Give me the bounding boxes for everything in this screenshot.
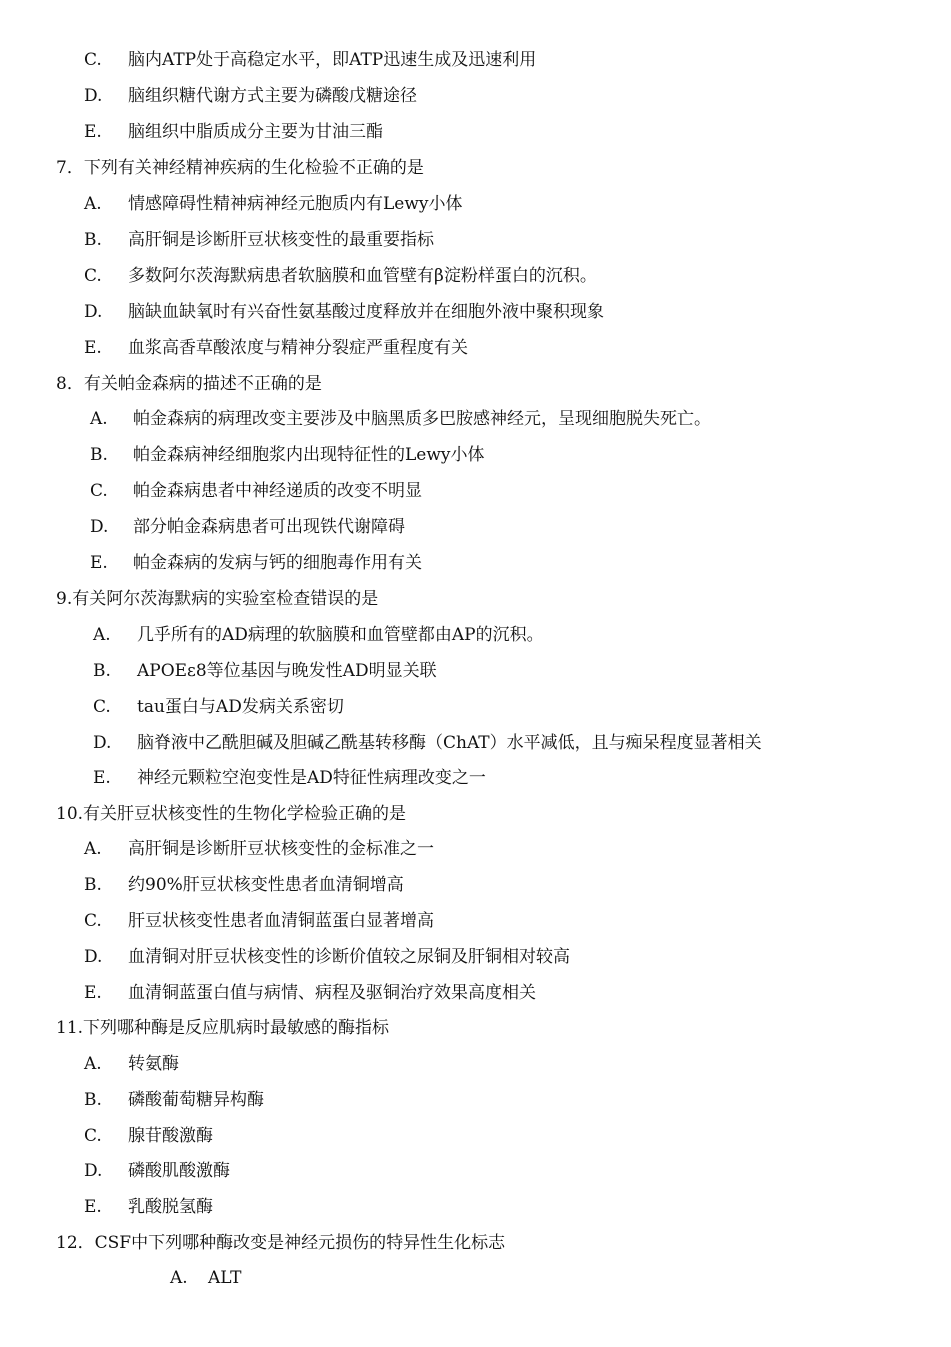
option-d: [84, 85, 417, 107]
option-a: [90, 408, 711, 430]
option-letter: B.: [90, 445, 108, 465]
option-letter: D.: [84, 86, 103, 106]
option-d: [84, 946, 570, 968]
option-text: 约90%肝豆状核变性患者血清铜增高: [128, 875, 404, 895]
option-letter: D.: [84, 302, 103, 322]
question-7: 7．下列有关神经精神疾病的生化检验不正确的是: [56, 158, 424, 178]
option-a: [84, 193, 463, 215]
option-b: [90, 444, 485, 466]
option-e: [84, 982, 536, 1004]
option-e: [93, 767, 486, 789]
option-text: 血清铜蓝蛋白值与病情、病程及驱铜治疗效果高度相关: [128, 983, 536, 1003]
option-letter: B.: [84, 1090, 102, 1110]
option-b: [84, 229, 434, 251]
option-text: 高肝铜是诊断肝豆状核变性的金标准之一: [128, 839, 434, 859]
option-d: [84, 1160, 230, 1182]
question-11: 11.下列哪种酶是反应肌病时最敏感的酶指标: [56, 1018, 390, 1038]
question-12: 12．CSF中下列哪种酶改变是神经元损伤的特异性生化标志: [56, 1233, 506, 1253]
option-text: 脑内ATP处于高稳定水平，即ATP迅速生成及迅速利用: [128, 50, 537, 70]
question-10: 10.有关肝豆状核变性的生物化学检验正确的是: [56, 804, 407, 824]
option-a: [84, 838, 434, 860]
option-letter: D.: [93, 733, 112, 753]
option-d: [93, 732, 762, 754]
option-text: 脑脊液中乙酰胆碱及胆碱乙酰基转移酶（ChAT）水平减低，且与痴呆程度显著相关: [137, 733, 762, 753]
option-text: 磷酸肌酸激酶: [128, 1161, 230, 1181]
option-text: 乳酸脱氢酶: [128, 1197, 213, 1217]
option-text: 转氨酶: [128, 1054, 179, 1074]
question-9: 9.有关阿尔茨海默病的实验室检查错误的是: [56, 589, 379, 609]
option-e: [84, 121, 383, 143]
option-letter: E.: [84, 1197, 102, 1217]
option-letter: B.: [84, 230, 102, 250]
option-letter: E.: [84, 338, 102, 358]
option-c: [90, 480, 422, 502]
option-text: 脑组织中脂质成分主要为甘油三酯: [128, 122, 383, 142]
option-letter: D.: [90, 517, 109, 537]
option-letter: C.: [84, 1126, 102, 1146]
option-b: [93, 660, 437, 682]
option-text: 血清铜对肝豆状核变性的诊断价值较之尿铜及肝铜相对较高: [128, 947, 570, 967]
option-e: [84, 1196, 213, 1218]
option-text: APOEε8等位基因与晚发性AD明显关联: [137, 661, 437, 681]
option-e: [84, 337, 468, 359]
question-8: 8．有关帕金森病的描述不正确的是: [56, 374, 322, 394]
option-b: [84, 1089, 264, 1111]
option-letter: A.: [84, 1054, 102, 1074]
option-d: [84, 301, 604, 323]
option-text: 几乎所有的AD病理的软脑膜和血管壁都由AP的沉积。: [137, 625, 544, 645]
option-text: 多数阿尔茨海默病患者软脑膜和血管壁有β淀粉样蛋白的沉积。: [128, 266, 597, 286]
option-text: 腺苷酸激酶: [128, 1126, 213, 1146]
option-text: 帕金森病的病理改变主要涉及中脑黑质多巴胺感神经元，呈现细胞脱失死亡。: [133, 409, 711, 429]
option-text: 高肝铜是诊断肝豆状核变性的最重要指标: [128, 230, 434, 250]
option-letter: A.: [170, 1268, 188, 1288]
option-letter: A.: [84, 839, 102, 859]
option-e: [90, 552, 422, 574]
option-text: 帕金森病神经细胞浆内出现特征性的Lewy小体: [133, 445, 485, 465]
option-b: [84, 874, 404, 896]
option-text: 肝豆状核变性患者血清铜蓝蛋白显著增高: [128, 911, 434, 931]
option-text: tau蛋白与AD发病关系密切: [137, 697, 344, 717]
option-c: [84, 49, 536, 71]
option-a: [170, 1267, 242, 1289]
option-letter: E.: [90, 553, 108, 573]
option-letter: B.: [84, 875, 102, 895]
option-text: 血浆高香草酸浓度与精神分裂症严重程度有关: [128, 338, 468, 358]
option-a: [93, 624, 544, 646]
option-a: [84, 1053, 179, 1075]
option-letter: D.: [84, 1161, 103, 1181]
option-text: ALT: [208, 1268, 242, 1288]
option-letter: A.: [93, 625, 111, 645]
option-letter: E.: [84, 122, 102, 142]
option-letter: C.: [93, 697, 111, 717]
option-letter: C.: [84, 50, 102, 70]
option-letter: E.: [93, 768, 111, 788]
option-text: 帕金森病的发病与钙的细胞毒作用有关: [133, 553, 422, 573]
option-text: 帕金森病患者中神经递质的改变不明显: [133, 481, 422, 501]
option-letter: E.: [84, 983, 102, 1003]
option-text: 磷酸葡萄糖异构酶: [128, 1090, 264, 1110]
option-d: [90, 516, 405, 538]
option-c: [84, 1125, 213, 1147]
option-letter: C.: [84, 266, 102, 286]
option-c: [93, 696, 344, 718]
option-text: 情感障碍性精神病神经元胞质内有Lewy小体: [128, 194, 463, 214]
option-text: 神经元颗粒空泡变性是AD特征性病理改变之一: [137, 768, 486, 788]
option-text: 脑组织糖代谢方式主要为磷酸戊糖途径: [128, 86, 417, 106]
option-letter: D.: [84, 947, 103, 967]
option-letter: A.: [90, 409, 108, 429]
option-letter: B.: [93, 661, 111, 681]
option-c: [84, 910, 434, 932]
option-letter: C.: [90, 481, 108, 501]
option-letter: A.: [84, 194, 102, 214]
option-letter: C.: [84, 911, 102, 931]
option-text: 部分帕金森病患者可出现铁代谢障碍: [133, 517, 405, 537]
option-text: 脑缺血缺氧时有兴奋性氨基酸过度释放并在细胞外液中聚积现象: [128, 302, 604, 322]
option-c: [84, 265, 597, 287]
